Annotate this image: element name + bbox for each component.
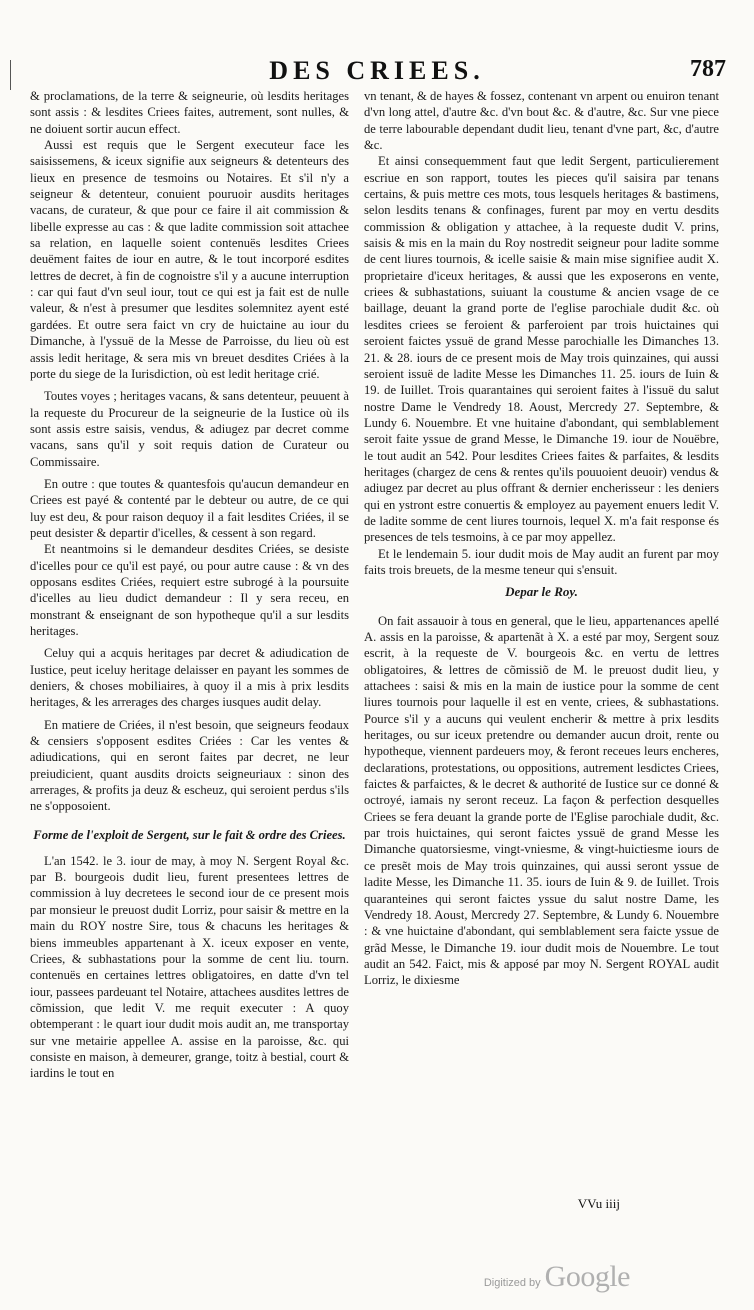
digitized-watermark xyxy=(484,1260,630,1300)
paragraph: Et ainsi consequemment faut que ledit Sergent, particulierement escriue en son rapport, toutes les pieces qu'il saisira par tenans certains, & puis mettre ces mots, tous lesquels heritages & bastimens, selon lesdits tenans & confinages, furent par moy en vertu desdits commission & obligation y attachee, à la requeste dudit V. prins, saisis & mis en la main du Roy nostredit seigneur pour ladite somme de cent liures tournois, & icelle saisie & main mise signifiee audit X. proprietaire d'iceux heritages, & aussi que les exposerons en vente, criees & subhastations, suiuant la coustume & ancien vsage de ce baillage, deuant la grand porte de l'eglise parochiale dudit &c. où lesdites criees se feroient & parferoient par trois huictaines qui seroient faictes yssuë de grand Messe parochialle les Dimanches 13. 21. & 28. iours de ce present mois de May trois quinzaines, qui aussi seroient issuë de ladite Messe les Dimanches 11. 25. iours de Iuin & 19. de Iuillet. Trois quarantaines qui seroient faites à l'issuë du salut nostre Dame le Vendredy 18. Aoust, Mercredy 27. Septembre, & Lundy 6. Nouembre. Et vne huitaine d'abondant, qui semblablement seroit faite yssue de grand Messe, le Dimanche 19. iour de Nouëbre, le tout audit an 542. Pour lesdites Criees faites & parfaites, & lesdits heritages (chargez de cens & rentes qu'ils pouuoient deuoir) vendus & adiugez par decret au plus offrant & dernier encherisseur : les deniers qui en ystront estre conuertis & employez au payement enuers ledit V. de ladite somme de cent liures tournois, lequel X. m'a fait response és presences de tels tesmoins, à ce par moy appellez. xyxy=(364,154,719,545)
paragraph: & proclamations, de la terre & seigneurie, où lesdits heritages sont assis : & lesdites Criees faites, autrement, sont nulles, & ne doiuent sortir aucun effect. xyxy=(30,89,349,136)
section-heading: Depar le Roy. xyxy=(505,584,578,600)
paragraph: En matiere de Criées, il n'est besoin, que seigneurs feodaux & censiers s'opposent esdites Criées : Car les ventes & adiudications, qui en seront faites par decret, ne leur preiudicient, quant ausdits droicts seigneuriaux : sinon des arrerages, & profits ja deuz & escheuz, qui seroient perdus s'ils ne s'opposoient. xyxy=(30,717,349,814)
paragraph: En outre : que toutes & quantesfois qu'aucun demandeur en Criees est payé & contenté par le debteur ou autre, de ce qui luy est deu, & pour raison dequoy il a fait lesdites Criées, il se peut desister & departir d'icelles, & cessent à son regard. xyxy=(30,476,349,540)
paragraph: Et le lendemain 5. iour dudit mois de May audit an furent par moy faits trois breuets, de la mesme teneur qui s'ensuit. xyxy=(364,546,719,577)
paragraph: Celuy qui a acquis heritages par decret & adiudication de Iustice, peut iceluy heritage delaisser en payant les sommes de deniers, & choses mobiliaires, à quoy il a mis à prix lesdits heritages, & les arrerages des charges iusques audit delay. xyxy=(30,646,349,710)
paragraph: Toutes voyes ; heritages vacans, & sans detenteur, peuuent à la requeste du Procureur de la seigneurie de la Iustice où ils sont assis estre saisis, vendus, & adiugez par decret comme vacans, sans qu'il y soit requis dation de Curateur ou Commissaire. xyxy=(30,389,349,469)
signature-mark: VVu iiij xyxy=(577,1196,620,1211)
google-logo: Google xyxy=(544,1260,630,1293)
section-heading: Forme de l'exploit de Sergent, sur le fait & ordre des Criees. xyxy=(33,827,346,842)
paragraph: Et neantmoins si le demandeur desdites Criées, se desiste d'icelles pour ce qu'il est payé, ou pour autre cause : & vn des opposans esdites Criées, requiert estre subrogé à la poursuite d'icelles au lieu dudict demandeur : Il y sera receu, en monstrant & enseignant de son hypotheque qu'il a sur lesdits heritages. xyxy=(30,542,349,638)
paragraph: Aussi est requis que le Sergent executeur face les saisissemens, & iceux signifie aux seigneurs & detenteurs des lieux en presence de tesmoins ou Notaires. Et s'il n'y a seigneur & detenteur, conuient pouruoir ausdits heritages vacans, de curateur, & que pour ce faire il ait commission & libelle expresse au cas : & que ladite commission soit attachee sa relation, en laquelle soient contenuës lesdites Criees deuëment faites de iour en autre, & le tout incorporé esdites lettres de decret, à fin de cognoistre s'il y a aucune interruption : car qui faut d'vn seul iour, tout ce qui est ja fait est de nulle valeur, & n'est à presumer que lesdites solemnitez ayent esté gardées. Et outre sera faict vn cry de huictaine au iour du Dimanche, à l'yssuë de la Messe de Parroisse, du lieu où est assis ledit heritage, & sera mis vn breuet desdites Criées à la porte du siege de la Iurisdiction, où est ledit heritage crié. xyxy=(30,138,349,381)
running-title: DES CRIEES. xyxy=(269,56,485,85)
watermark-prefix: Digitized by xyxy=(483,1277,541,1289)
paragraph: On fait assauoir à tous en general, que le lieu, appartenances apellé A. assis en la paroisse, & apartenãt à X. a esté par moy, Sergent souz escrit, à la requeste de V. bourgeois &c. en vertu de lettres obligatoires, & lettres de cõmissiõ de M. le preuost dudit lieu, y attachees : saisi & mis en la main de iustice pour la somme de cent liures tournois pour laquelle il est en vente, criees, & subhastations. Pource s'il y a aucuns qui veulent encherir & mettre à prix lesdits heritages, ou sur iceux pretendre ou demander aucun droit, rente ou hypotheque, viennent pardeuers moy, & feront receues leurs encheres, declarations, protestations, ou oppositions, autrement lesdictes Criees, faictes & parfaictes, & le decret & authorité de Iustice sur ce donné & octroyé, iamais ny seront receuz. La façon & perfection desquelles Criees se fera deuant la grande porte de l'Eglise parochiale dudit, &c. par trois huictaines, qui seront faictes yssuë de grand Messe les Dimanche quatorsiesme, vingt-vniesme, & vingt-huictiesme iours de ce presẽt mois de May trois quinzaines, qui aussi seront yssue de ladite Messe, les Dimanche 11. 35. iours de Iuin & 9. de Iuillet. Trois quaranteines qui seront faictes yssue du salut nostre Dame, les Vendredy 18. Aoust, Mercredy 27. Septembre, & Lundy 6. Nouembre : & vne huictaine d'abondant, qui semblablement sera faicte yssue de grãd Messe, le Dimanche 19. iour dudit mois de Nouembre. Le tout audit an 542. Faict, mis & apposé par moy N. Sergent ROYAL audit Lorriz, le dixiesme xyxy=(364,613,719,988)
paragraph: L'an 1542. le 3. iour de may, à moy N. Sergent Royal &c. par B. bourgeois dudit lieu, furent presentees lettres de commission à luy decretees le second iour de ce present mois par monsieur le preuost dudit Lorriz, pour saisir & mettre en la main du ROY nostre Sire, tous & chacuns les heritages & biens immeubles appartenant à X. iceux exposer en vente, Criees, & subhastations pour la somme de cent liu. tourn. contenuës en certaines lettres obligatoires, en datte d'vn tel iour, passees pardeuant tel Notaire, attachees ausdites lettres de cõmission, que ledit V. me requit executer : A quoy obtemperant : le quart iour dudit mois audit an, me transportay sur vne metairie appellee A. assise en la paroisse, &c. qui consiste en maison, à demeurer, grange, toitz à bestial, court & iardins le tout en xyxy=(30,853,349,1081)
right-column xyxy=(364,88,719,989)
running-head xyxy=(0,52,754,88)
page-number: 787 xyxy=(690,56,726,82)
left-column xyxy=(30,88,349,1082)
paragraph: vn tenant, & de hayes & fossez, contenant vn arpent ou enuiron tenant d'vn long attel, d'autre &c. d'vn bout &c. & d'autre, &c. Sur vne piece de terre labourable dependant dudit lieu, tenant d'vne part, &c, d'autre &c. xyxy=(364,89,719,153)
